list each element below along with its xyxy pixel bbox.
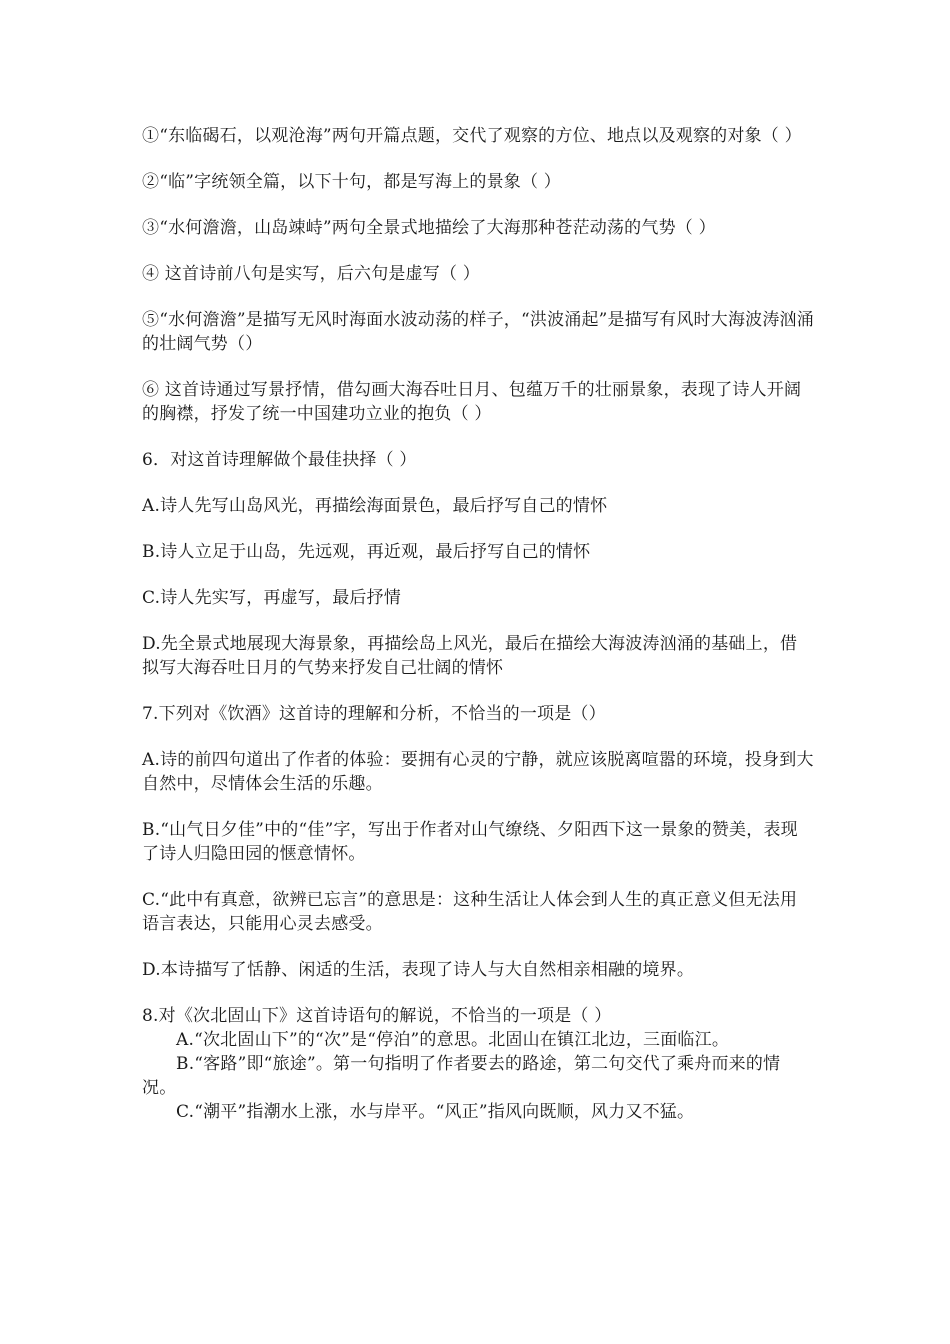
- question-7-option-d: D.本诗描写了恬静、闲适的生活，表现了诗人与大自然相亲相融的境界。: [142, 960, 695, 980]
- question-6-option-a: A.诗人先写山岛风光，再描绘海面景色，最后抒写自己的情怀: [142, 496, 608, 516]
- question-8-stem: 8.对《次北固山下》这首诗语句的解说，不恰当的一项是（ ）: [142, 1006, 612, 1026]
- statement-4: ④ 这首诗前八句是实写，后六句是虚写（ ）: [142, 264, 481, 284]
- statement-2: ②“临”字统领全篇，以下十句，都是写海上的景象（ ）: [142, 172, 561, 192]
- question-6-option-c: C.诗人先实写，再虚写，最后抒情: [142, 588, 402, 608]
- question-7-option-c: C.“此中有真意，欲辨已忘言”的意思是：这种生活让人体会到人生的真正意义但无法用语言表达，只能用心灵去感受。: [142, 890, 798, 934]
- document-page: [142, 124, 814, 1124]
- question-6-option-b: B.诗人立足于山岛，先远观，再近观，最后抒写自己的情怀: [142, 542, 591, 562]
- statement-1: ①“东临碣石，以观沧海”两句开篇点题，交代了观察的方位、地点以及观察的对象（ ）: [142, 126, 802, 146]
- statement-5: ⑤“水何澹澹”是描写无风时海面水波动荡的样子，“洪波涌起”是描写有风时大海波涛汹涌的壮阔气势（）: [142, 310, 814, 354]
- question-7-option-b: B.“山气日夕佳”中的“佳”字，写出于作者对山气缭绕、夕阳西下这一景象的赞美，表现了诗人归隐田园的惬意情怀。: [142, 820, 798, 864]
- question-8-option-a: A.“次北固山下”的“次”是“停泊”的意思。北固山在镇江北边，三面临江。: [176, 1030, 730, 1050]
- statement-3: ③“水何澹澹，山岛竦峙”两句全景式地描绘了大海那种苍茫动荡的气势（ ）: [142, 218, 716, 238]
- question-6-stem: 6．对这首诗理解做个最佳抉择（ ）: [142, 450, 417, 470]
- question-7-stem: 7.下列对《饮酒》这首诗的理解和分析，不恰当的一项是（）: [142, 704, 606, 724]
- question-7-option-a: A.诗的前四句道出了作者的体验：要拥有心灵的宁静，就应该脱离喧嚣的环境，投身到大自然中，尽情体会生活的乐趣。: [142, 750, 814, 794]
- statement-6: ⑥ 这首诗通过写景抒情，借勾画大海吞吐日月、包蕴万千的壮丽景象，表现了诗人开阔的胸襟，抒发了统一中国建功立业的抱负（ ）: [142, 380, 802, 424]
- question-8-option-c: C.“潮平”指潮水上涨，水与岸平。“风正”指风向既顺，风力又不猛。: [176, 1102, 695, 1122]
- question-6-option-d: D.先全景式地展现大海景象，再描绘岛上风光，最后在描绘大海波涛汹涌的基础上，借拟写大海吞吐日月的气势来抒发自己壮阔的情怀: [142, 634, 798, 678]
- question-8-option-b: B.“客路”即“旅途”。第一句指明了作者要去的路途，第二句交代了乘舟而来的情况。: [142, 1054, 781, 1098]
